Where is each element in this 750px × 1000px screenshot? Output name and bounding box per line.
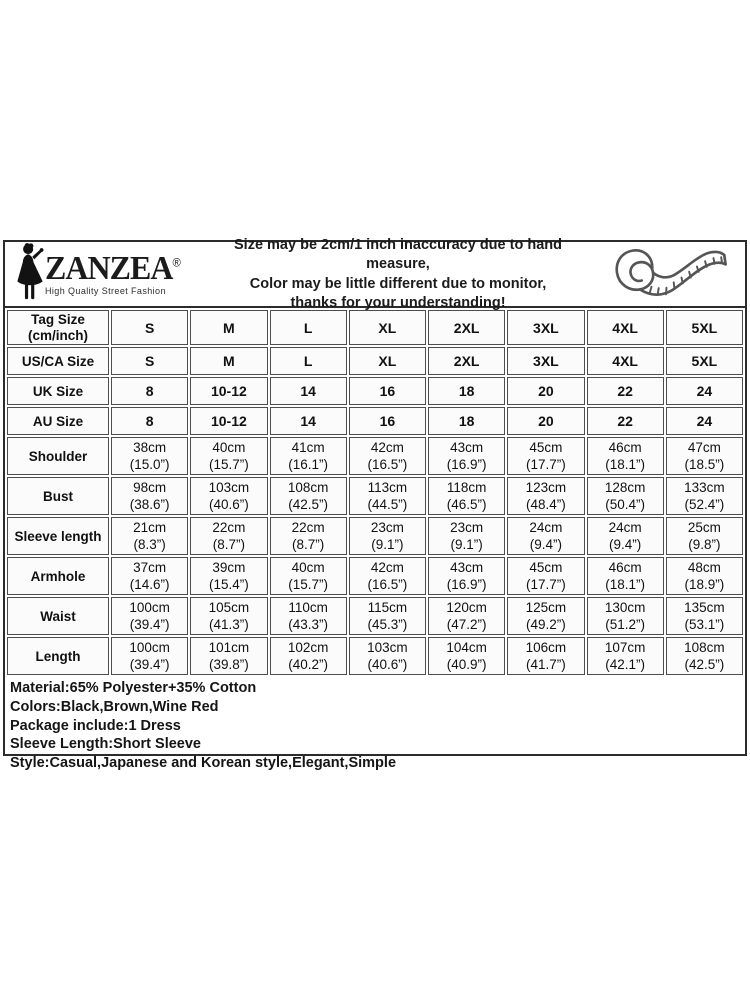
size-cell: 3XL [507, 347, 584, 375]
measuring-tape-icon [595, 244, 745, 304]
size-cell: 4XL [587, 310, 664, 345]
measurement-cell: 40cm (15.7”) [270, 557, 347, 595]
brand-name: ZANZEA® [45, 250, 180, 287]
row-label: AU Size [7, 407, 109, 435]
measurement-cell: 135cm (53.1”) [666, 597, 743, 635]
size-header-row [7, 377, 743, 405]
size-cell: 2XL [428, 347, 505, 375]
measurement-cell: 25cm (9.8”) [666, 517, 743, 555]
size-cell: S [111, 310, 188, 345]
measurement-cell: 22cm (8.7”) [270, 517, 347, 555]
measurement-cell: 22cm (8.7”) [190, 517, 267, 555]
measurement-cell: 45cm (17.7”) [507, 437, 584, 475]
registered-mark: ® [172, 255, 180, 270]
measurement-cell: 103cm (40.6”) [190, 477, 267, 515]
size-table-body [7, 310, 743, 675]
measure-notice [201, 235, 595, 314]
detail-line: Style:Casual,Japanese and Korean style,Elegant,Simple [10, 755, 397, 772]
details-list [5, 677, 745, 773]
notice-line-1: Size may be 2cm/1 inch inaccuracy due to hand measure, [234, 236, 562, 272]
size-chart-sheet [3, 236, 747, 772]
brand-text-block [45, 252, 189, 296]
measurement-row [7, 597, 743, 635]
row-label: Length [7, 637, 109, 675]
size-cell: 18 [428, 407, 505, 435]
measurement-cell: 24cm (9.4”) [587, 517, 664, 555]
size-header-row [7, 310, 743, 345]
measurement-cell: 107cm (42.1”) [587, 637, 664, 675]
size-cell: 10-12 [190, 377, 267, 405]
measurement-cell: 23cm (9.1”) [349, 517, 426, 555]
measurement-cell: 113cm (44.5”) [349, 477, 426, 515]
measurement-cell: 110cm (43.3”) [270, 597, 347, 635]
measurement-cell: 128cm (50.4”) [587, 477, 664, 515]
measurement-cell: 106cm (41.7”) [507, 637, 584, 675]
size-cell: 24 [666, 377, 743, 405]
measurement-cell: 46cm (18.1”) [587, 557, 664, 595]
size-cell: 14 [270, 407, 347, 435]
measurement-cell: 45cm (17.7”) [507, 557, 584, 595]
measurement-cell: 42cm (16.5”) [349, 437, 426, 475]
row-label: Waist [7, 597, 109, 635]
size-cell: 8 [111, 407, 188, 435]
row-label: UK Size [7, 377, 109, 405]
measurement-cell: 103cm (40.6”) [349, 637, 426, 675]
size-cell: XL [349, 347, 426, 375]
brand-logo [5, 243, 201, 306]
measurement-cell: 48cm (18.9”) [666, 557, 743, 595]
measurement-cell: 120cm (47.2”) [428, 597, 505, 635]
detail-line: Material:65% Polyester+35% Cotton [10, 680, 257, 696]
measurement-row [7, 477, 743, 515]
detail-line: Colors:Black,Brown,Wine Red [10, 698, 219, 715]
size-cell: 24 [666, 407, 743, 435]
measurement-cell: 24cm (9.4”) [507, 517, 584, 555]
row-label: Tag Size (cm/inch) [7, 310, 109, 345]
measurement-cell: 100cm (39.4”) [111, 597, 188, 635]
measurement-cell: 98cm (38.6”) [111, 477, 188, 515]
measurement-cell: 100cm (39.4”) [111, 637, 188, 675]
measurement-row [7, 437, 743, 475]
size-cell: L [270, 310, 347, 345]
size-cell: 5XL [666, 347, 743, 375]
measurement-cell: 105cm (41.3”) [190, 597, 267, 635]
size-cell: 20 [507, 407, 584, 435]
measurement-cell: 130cm (51.2”) [587, 597, 664, 635]
size-cell: 8 [111, 377, 188, 405]
size-cell: 14 [270, 377, 347, 405]
measurement-cell: 39cm (15.4”) [190, 557, 267, 595]
measurement-cell: 47cm (18.5”) [666, 437, 743, 475]
size-table [5, 308, 745, 677]
detail-line: Sleeve Length:Short Sleeve [10, 736, 201, 753]
measurement-cell: 42cm (16.5”) [349, 557, 426, 595]
notice-line-3: thanks for your understanding! [290, 295, 506, 311]
size-cell: S [111, 347, 188, 375]
measurement-cell: 21cm (8.3”) [111, 517, 188, 555]
measurement-cell: 38cm (15.0”) [111, 437, 188, 475]
measurement-row [7, 557, 743, 595]
brand-band [5, 236, 745, 311]
measurement-cell: 43cm (16.9”) [428, 557, 505, 595]
row-label: Shoulder [7, 437, 109, 475]
measurement-cell: 125cm (49.2”) [507, 597, 584, 635]
measurement-cell: 41cm (16.1”) [270, 437, 347, 475]
size-cell: 10-12 [190, 407, 267, 435]
measurement-cell: 37cm (14.6”) [111, 557, 188, 595]
size-cell: XL [349, 310, 426, 345]
size-cell: 16 [349, 377, 426, 405]
size-cell: M [190, 310, 267, 345]
size-cell: 18 [428, 377, 505, 405]
measurement-cell: 40cm (15.7”) [190, 437, 267, 475]
size-cell: 4XL [587, 347, 664, 375]
size-cell: 5XL [666, 310, 743, 345]
measurement-row [7, 637, 743, 675]
measurement-cell: 104cm (40.9”) [428, 637, 505, 675]
measurement-cell: 108cm (42.5”) [270, 477, 347, 515]
size-cell: 22 [587, 377, 664, 405]
measurement-cell: 108cm (42.5”) [666, 637, 743, 675]
size-cell: L [270, 347, 347, 375]
measurement-cell: 133cm (52.4”) [666, 477, 743, 515]
measurement-cell: 123cm (48.4”) [507, 477, 584, 515]
measurement-cell: 102cm (40.2”) [270, 637, 347, 675]
woman-silhouette-icon [13, 243, 47, 306]
size-cell: 3XL [507, 310, 584, 345]
measurement-cell: 43cm (16.9”) [428, 437, 505, 475]
row-label: US/CA Size [7, 347, 109, 375]
row-label: Bust [7, 477, 109, 515]
brand-tagline: High Quality Street Fashion [45, 286, 166, 296]
measurement-cell: 23cm (9.1”) [428, 517, 505, 555]
detail-line: Package include:1 Dress [10, 717, 181, 734]
measurement-cell: 101cm (39.8”) [190, 637, 267, 675]
size-cell: 20 [507, 377, 584, 405]
size-header-row [7, 407, 743, 435]
size-cell: 22 [587, 407, 664, 435]
size-cell: 2XL [428, 310, 505, 345]
row-label: Sleeve length [7, 517, 109, 555]
measurement-cell: 115cm (45.3”) [349, 597, 426, 635]
notice-line-2: Color may be little different due to monitor, [249, 275, 547, 292]
measurement-cell: 118cm (46.5”) [428, 477, 505, 515]
measurement-row [7, 517, 743, 555]
measurement-cell: 46cm (18.1”) [587, 437, 664, 475]
size-header-row [7, 347, 743, 375]
size-cell: M [190, 347, 267, 375]
row-label: Armhole [7, 557, 109, 595]
size-cell: 16 [349, 407, 426, 435]
